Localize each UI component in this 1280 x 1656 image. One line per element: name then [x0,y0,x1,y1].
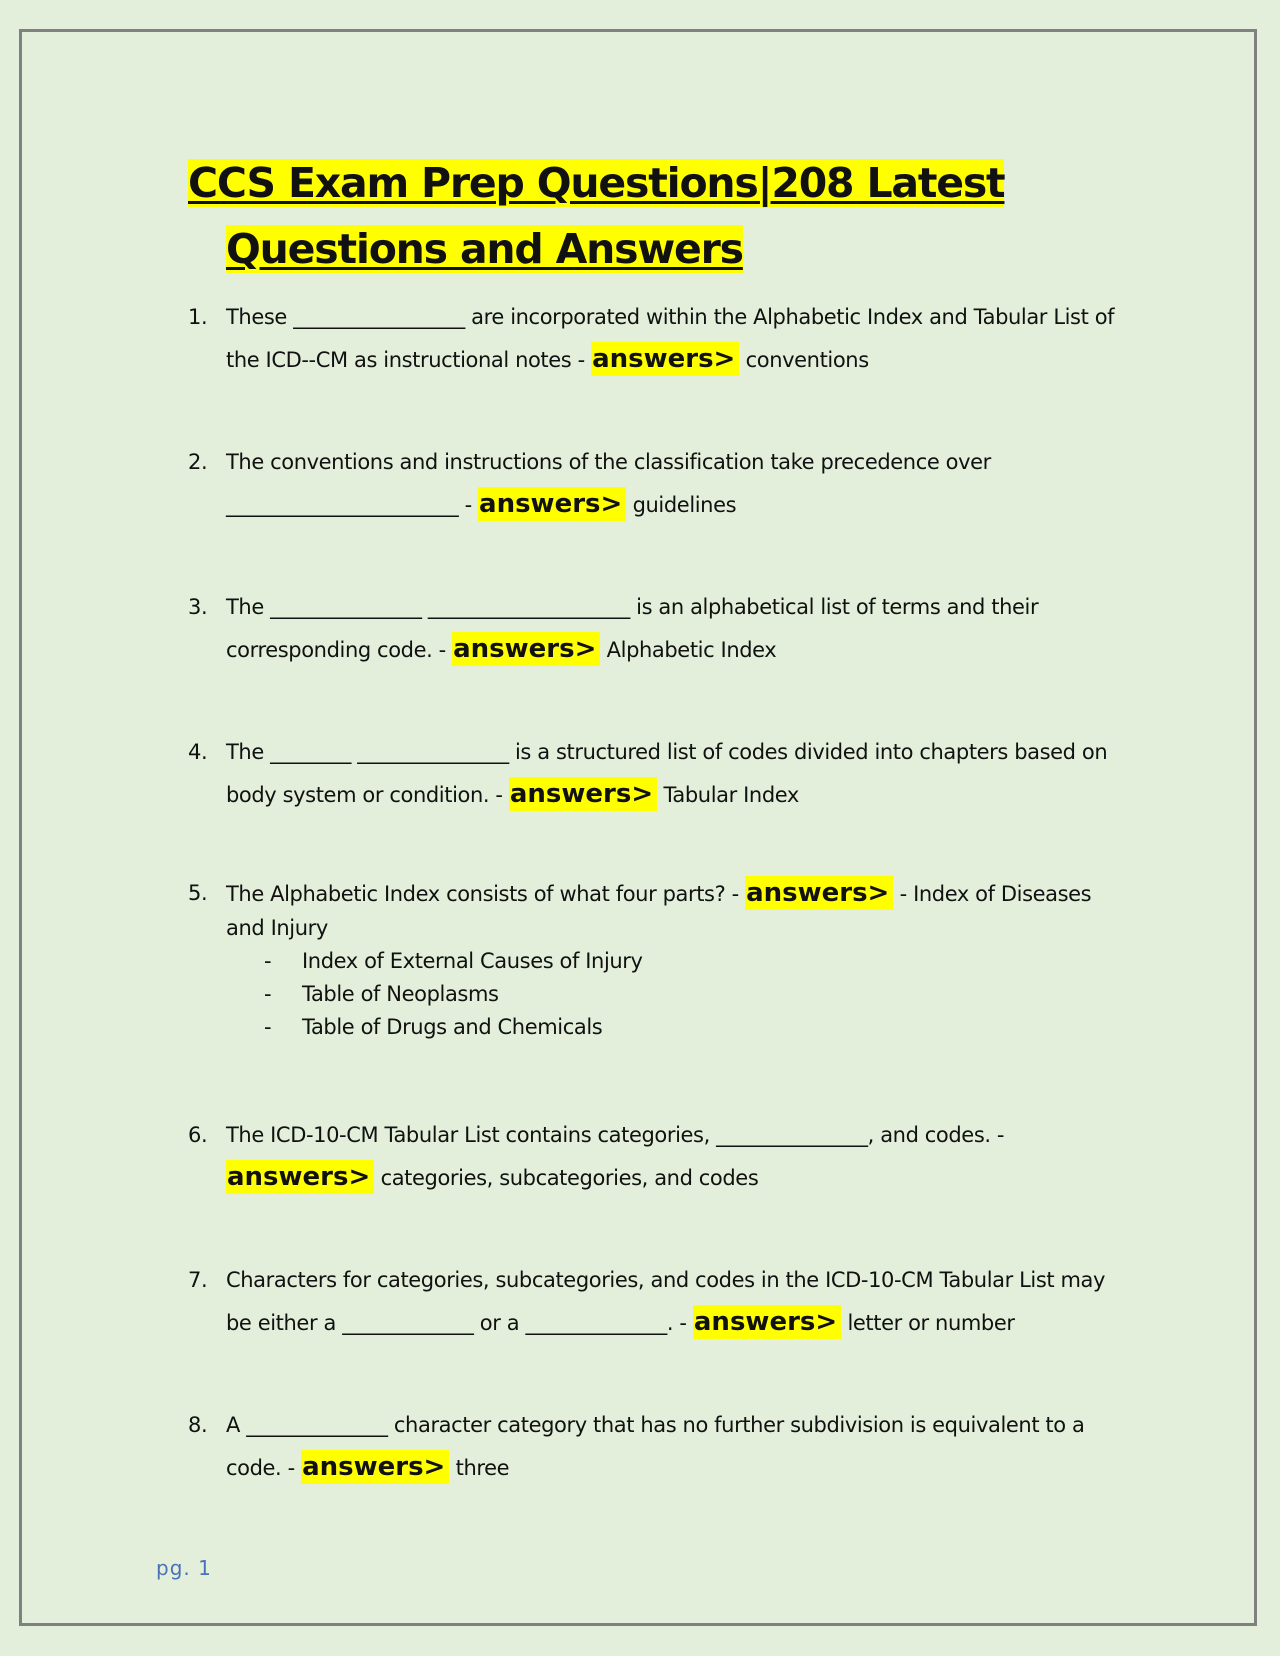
answer-tag: answers> [478,487,626,521]
sublist-item-text: Index of External Causes of Injury [302,949,643,973]
question-item [188,586,1128,671]
answer-text: Alphabetic Index [606,638,777,662]
question-item [188,1259,1128,1344]
question-number: 5. [188,881,208,905]
question-text: These _________________ are incorporated within the Alphabetic Index and Tabular List of the ICD--CM as instructional notes - [226,305,1115,372]
answer-text: - Index of Diseases and Injury [226,882,1092,940]
dash-bullet: - [264,982,272,1006]
answer-text: letter or number [847,1311,1015,1335]
answer-tag: answers> [301,1450,449,1484]
question-number: 1. [188,305,208,329]
question-number: 6. [188,1123,208,1147]
question-text: The ________ _______________ is a structured list of codes divided into chapters based on body system or condition. - [226,740,1108,807]
question-text: The conventions and instructions of the classification take precedence over _______________________ - [226,450,991,517]
question-text: A ______________ character category that has no further subdivision is equivalent to a code. - [226,1413,1085,1480]
question-number: 8. [188,1413,208,1437]
question-number: 7. [188,1268,208,1292]
question-item [188,876,1128,1044]
question-text: The ICD-10-CM Tabular List contains categories, _______________, and codes. - [226,1123,1005,1147]
answer-text: guidelines [632,493,737,517]
sublist-item-text: Table of Neoplasms [302,982,499,1006]
sublist-item [264,978,1128,1011]
question-list [188,296,1128,1489]
answer-tag: answers> [591,342,739,376]
question-item [188,731,1128,816]
document-body [188,150,1128,1489]
answer-tag: answers> [509,777,657,811]
title-text: CCS Exam Prep Questions|208 Latest Questions and Answers [188,159,1005,273]
question-text: Characters for categories, subcategories, and codes in the ICD-10-CM Tabular List may be either a _____________ or a ______________. - [226,1268,1106,1335]
sublist-item [264,945,1128,978]
page-number: pg. 1 [156,1556,212,1580]
answer-text: conventions [745,348,869,372]
question-number: 2. [188,450,208,474]
document-title [188,150,1128,282]
question-item [188,1404,1128,1489]
question-text: The _______________ ____________________ is an alphabetical list of terms and their corresponding code. - [226,595,1039,662]
answer-tag: answers> [745,876,893,910]
sublist-item-text: Table of Drugs and Chemicals [302,1015,603,1039]
answer-text: three [455,1456,510,1480]
dash-bullet: - [264,1015,272,1039]
answer-tag: answers> [693,1305,841,1339]
question-number: 3. [188,595,208,619]
answer-sublist [226,945,1128,1044]
question-item [188,1114,1128,1199]
question-item [188,441,1128,526]
question-item [188,296,1128,381]
answer-tag: answers> [452,632,600,666]
question-number: 4. [188,740,208,764]
question-main [188,876,1128,945]
answer-tag: answers> [226,1160,374,1194]
answer-text: Tabular Index [663,783,799,807]
answer-text: categories, subcategories, and codes [380,1166,759,1190]
question-text: The Alphabetic Index consists of what four parts? - [226,882,746,906]
sublist-item [264,1011,1128,1044]
dash-bullet: - [264,949,272,973]
